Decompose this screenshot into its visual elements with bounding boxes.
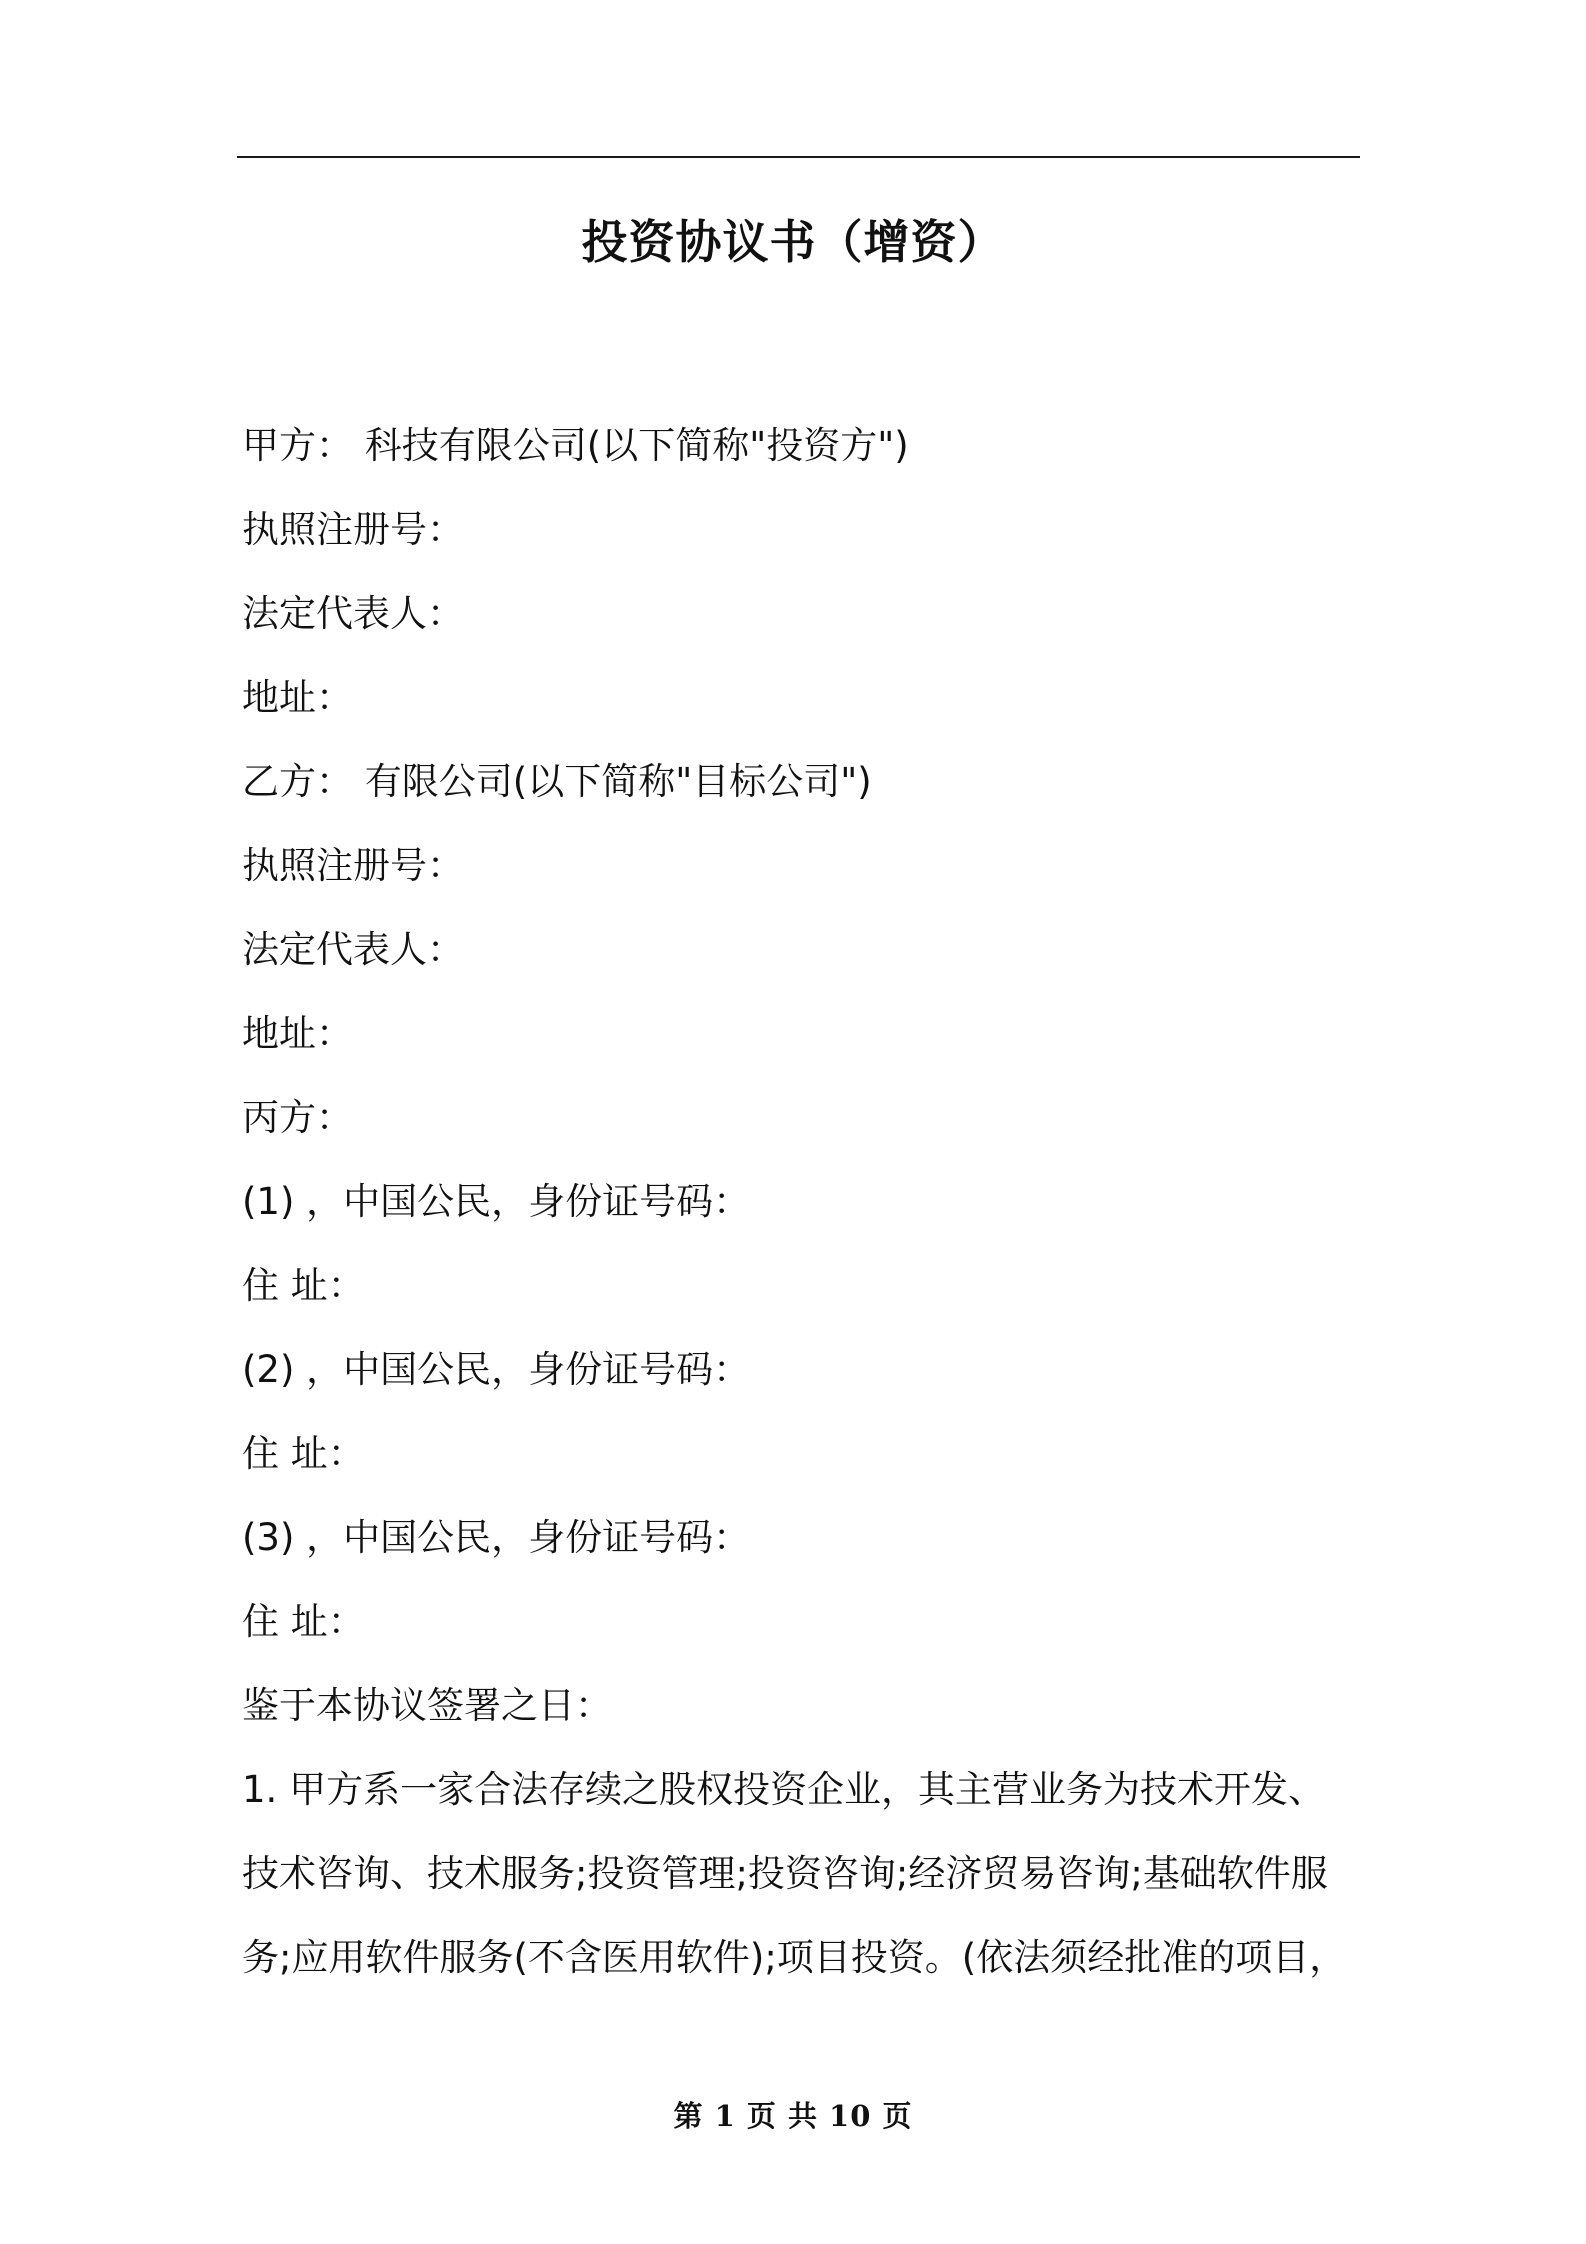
party-c-person-1-address-line: 住 址： <box>242 1264 365 1307</box>
party-a-representative-line: 法定代表人： <box>242 592 464 635</box>
party-c-person-3-address-line: 住 址： <box>242 1600 365 1643</box>
party-b-address-line: 地址： <box>242 1012 353 1055</box>
document-title: 投资协议书（增资） <box>581 215 1005 269</box>
party-b-license-line: 执照注册号： <box>242 844 464 887</box>
party-a-license-line: 执照注册号： <box>242 508 464 551</box>
party-c-person-2-line: (2) ，中国公民，身份证号码： <box>242 1348 751 1391</box>
recital-1-line-3: 务;应用软件服务(不含医用软件);项目投资。(依法须经批准的项目， <box>242 1936 1347 1979</box>
party-a-address-line: 地址： <box>242 676 353 719</box>
recital-intro-line: 鉴于本协议签署之日： <box>242 1684 612 1727</box>
recital-1-line-2: 技术咨询、技术服务;投资管理;投资咨询;经济贸易咨询;基础软件服 <box>242 1852 1328 1895</box>
party-c-person-3-line: (3) ，中国公民，身份证号码： <box>242 1516 751 1559</box>
party-c-person-1-line: (1) ，中国公民，身份证号码： <box>242 1180 751 1223</box>
party-a-line: 甲方： 科技有限公司(以下简称"投资方") <box>242 424 909 467</box>
party-c-line: 丙方： <box>242 1096 353 1139</box>
recital-1-line-1: 1. 甲方系一家合法存续之股权投资企业，其主营业务为技术开发、 <box>242 1768 1326 1811</box>
page-footer: 第 1 页 共 10 页 <box>673 2099 913 2133</box>
document-body <box>242 404 1362 2000</box>
header-rule <box>237 156 1360 158</box>
party-b-representative-line: 法定代表人： <box>242 928 464 971</box>
party-c-person-2-address-line: 住 址： <box>242 1432 365 1475</box>
party-b-line: 乙方： 有限公司(以下简称"目标公司") <box>242 760 872 803</box>
